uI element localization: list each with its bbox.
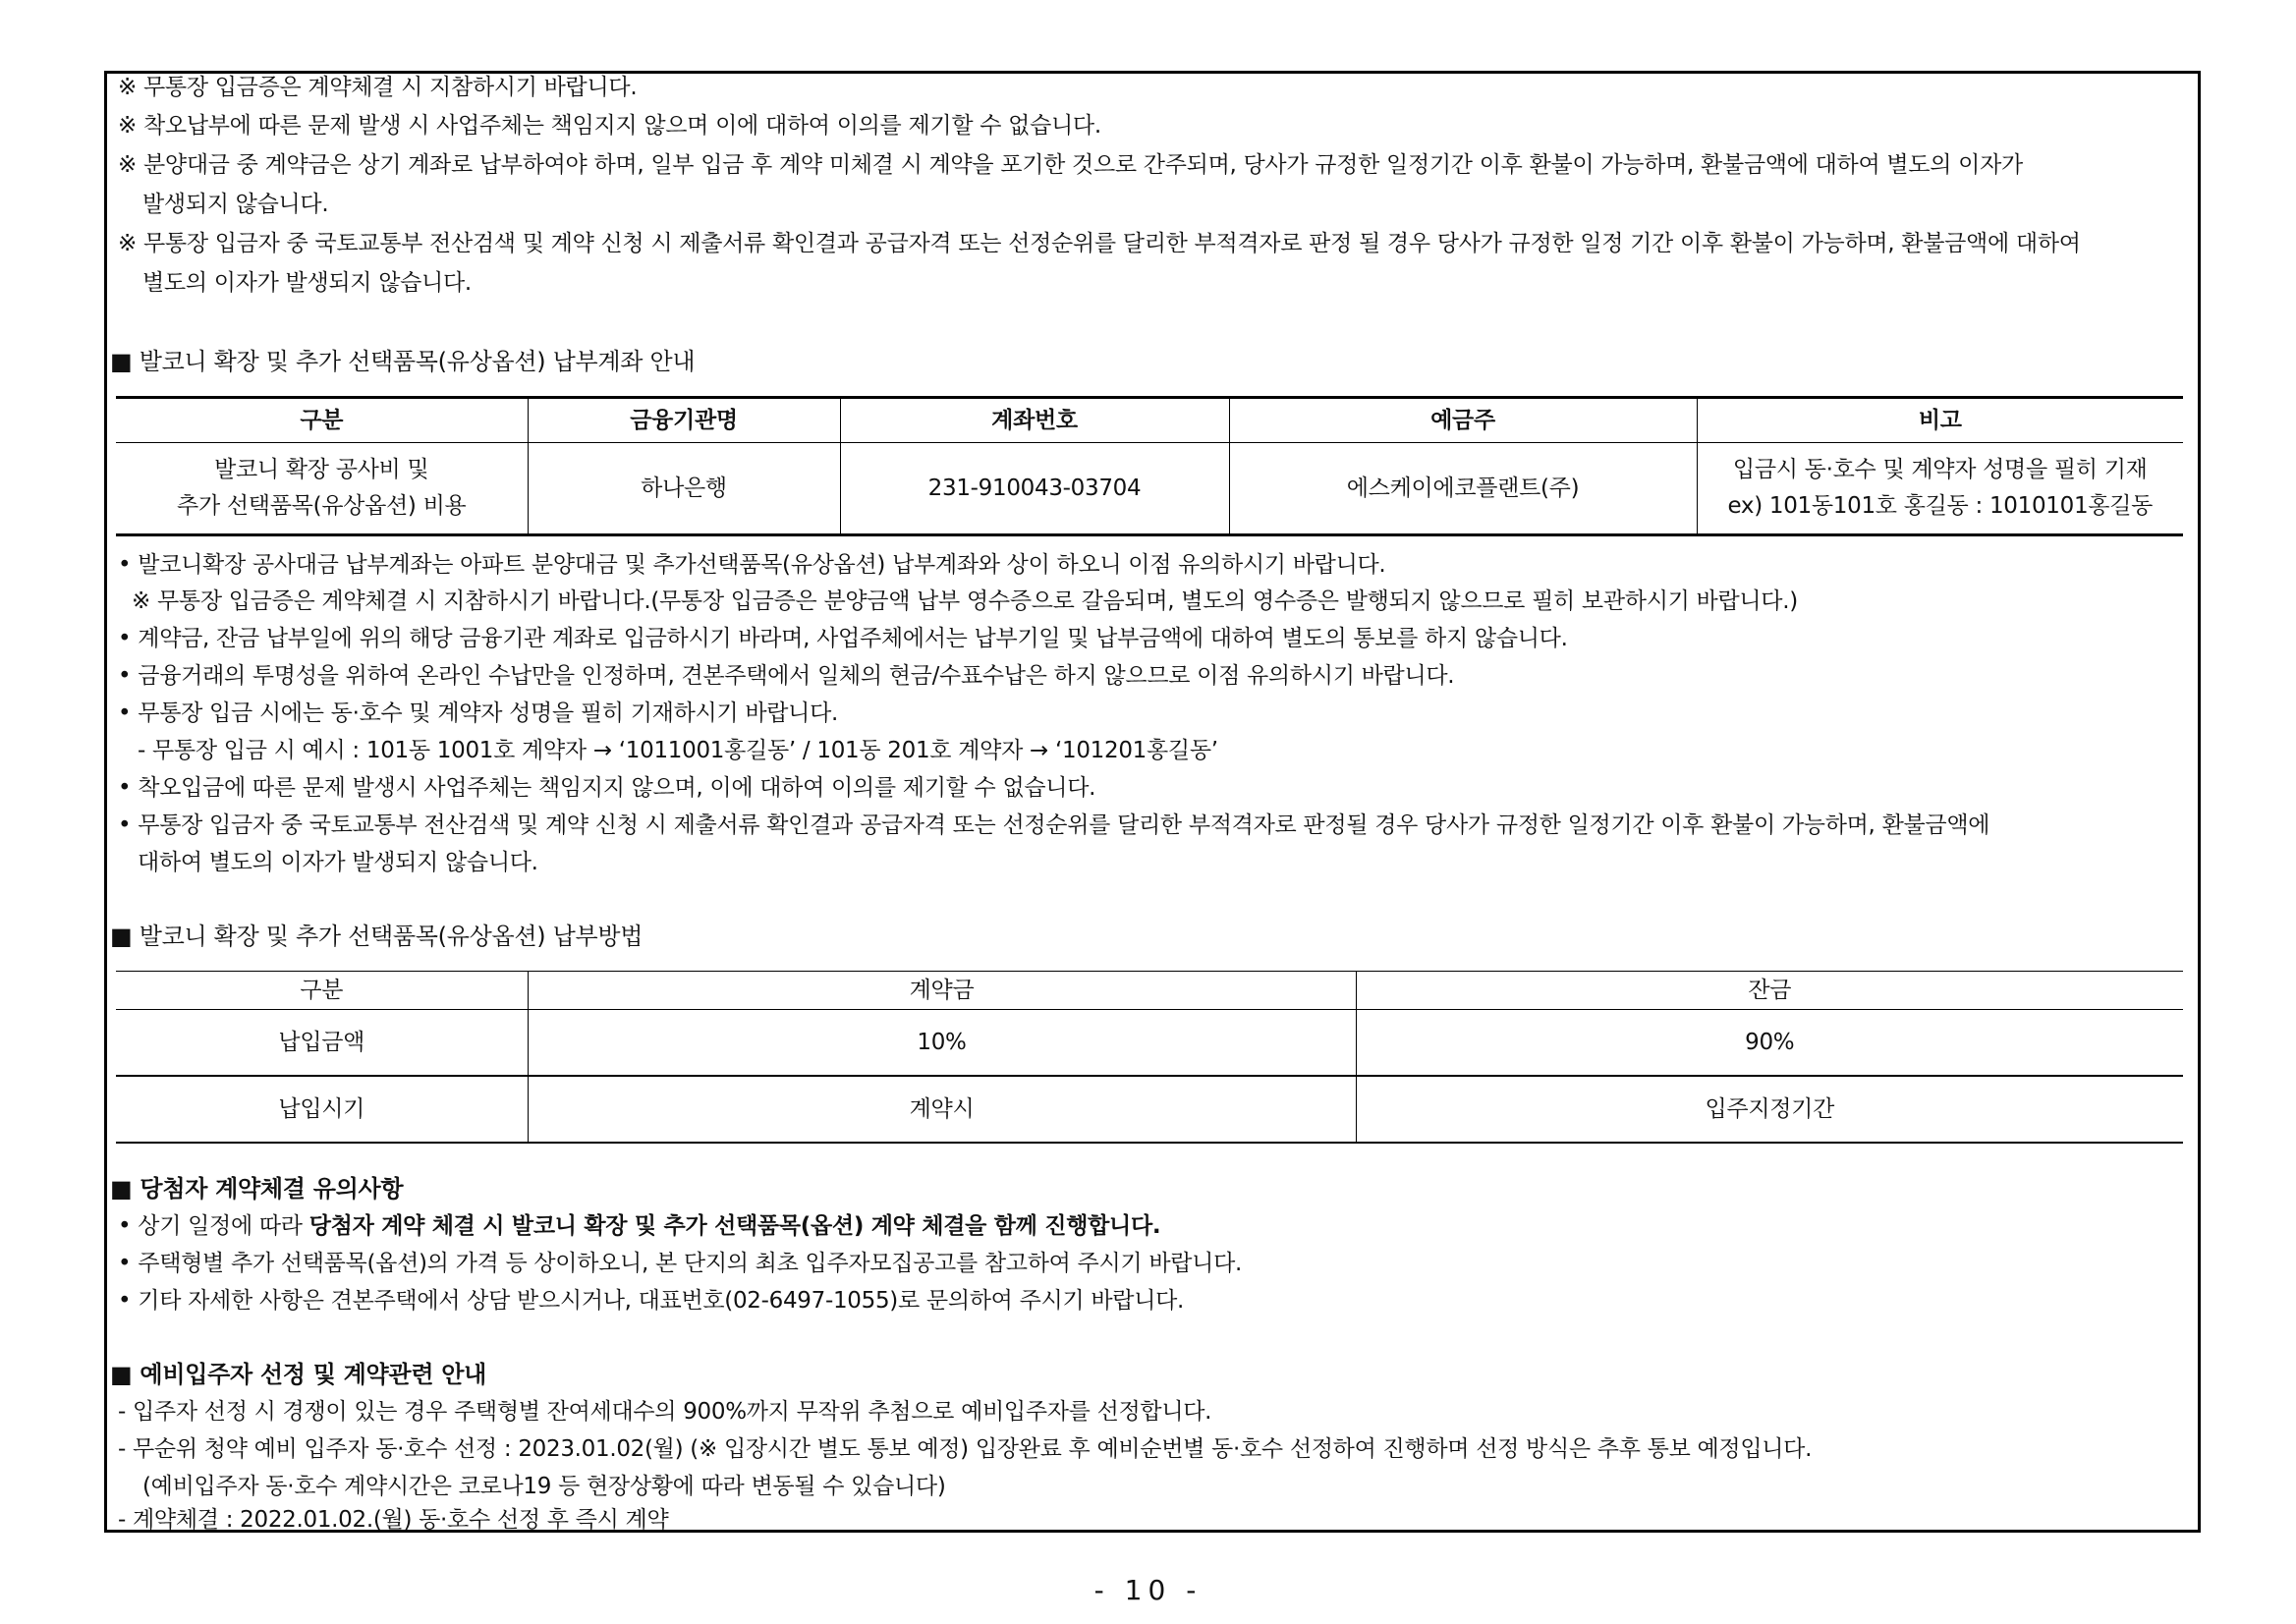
contract-note-1-prefix: • 상기 일정에 따라 [118,1213,309,1239]
list-item: ※ 무통장 입금증은 계약체결 시 지참하시기 바랍니다.(무통장 입금증은 분양금액 납부 영수증으로 갈음되며, 별도의 영수증은 발행되지 않으므로 필히 보관하시기 바랍니다.) [132,588,1798,614]
col-header-contract-deposit: 계약금 [528,972,1356,1010]
table-row [116,1010,2183,1077]
list-item: • 착오입금에 따른 문제 발생시 사업주체는 책임지지 않으며, 이에 대하여 이의를 제기할 수 없습니다. [118,775,1096,801]
cell-contract-deposit: 10% [528,1010,1356,1077]
cell-balance: 90% [1356,1010,2183,1077]
cell-row-label: 납입시기 [278,1096,365,1122]
payment-method-table [116,971,2183,1144]
notice-contract-deposit: ※ 분양대금 중 계약금은 상기 계좌로 납부하여야 하며, 일부 입금 후 계약 미체결 시 계약을 포기한 것으로 간주되며, 당사가 규정한 일정기간 이후 환불이 가능하며, 환불금액에 대하여 별도의 이자가 [118,152,2023,178]
notice-misdeposit: ※ 착오납부에 따른 문제 발생 시 사업주체는 책임지지 않으며 이에 대하여 이의를 제기할 수 없습니다. [118,113,1101,139]
account-table-header [116,398,2183,443]
contract-note-2: • 주택형별 추가 선택품목(옵션)의 가격 등 상이하오니, 본 단지의 최초 입주자모집공고를 참고하여 주시기 바랍니다. [118,1251,1243,1276]
section-title-contract-notes: ■ 당첨자 계약체결 유의사항 [110,1175,404,1203]
list-item: • 계약금, 잔금 납부일에 위의 해당 금융기관 계좌로 입금하시기 바라며, 사업주체에서는 납부기일 및 납부금액에 대하여 별도의 통보를 하지 않습니다. [118,626,1568,651]
contract-note-1 [118,1211,1160,1241]
cell-contract-deposit: 계약시 [528,1076,1356,1143]
cell-note-line2: ex) 101동101호 홍길동 : 1010101홍길동 [1727,493,2154,519]
payment-table-header [116,972,2183,1010]
list-item: • 무통장 입금 시에는 동·호수 및 계약자 성명을 필히 기재하시기 바랍니다. [118,700,839,726]
cell-note [1697,443,2183,535]
list-item: (예비입주자 동·호수 계약시간은 코로나19 등 현장상황에 따라 변동될 수 있습니다) [142,1474,946,1499]
cell-category-line1: 발코니 확장 공사비 및 [214,457,429,482]
col-header-holder: 예금주 [1229,398,1697,443]
col-header-category: 구분 [116,398,528,443]
col-header-account: 계좌번호 [840,398,1229,443]
list-item: • 금융거래의 투명성을 위하여 온라인 수납만을 인정하며, 견본주택에서 일체의 현금/수표수납은 하지 않으므로 이점 유의하시기 바랍니다. [118,663,1455,689]
list-item: - 입주자 선정 시 경쟁이 있는 경우 주택형별 잔여세대수의 900%까지 무작위 추첨으로 예비입주자를 선정합니다. [118,1399,1212,1425]
col-header-note: 비고 [1697,398,2183,443]
list-item: 대하여 별도의 이자가 발생되지 않습니다. [138,850,538,875]
account-table [116,396,2183,536]
col-header-bank: 금융기관명 [528,398,840,443]
table-row [116,443,2183,535]
cell-holder: 에스케이에코플랜트(주) [1229,443,1697,535]
contract-note-3: • 기타 자세한 사항은 견본주택에서 상담 받으시거나, 대표번호(02-6497-1055)로 문의하여 주시기 바랍니다. [118,1288,1185,1314]
cell-note-line1: 입금시 동·호수 및 계약자 성명을 필히 기재 [1732,457,2148,482]
cell-category [116,443,528,535]
notice-ineligible: ※ 무통장 입금자 중 국토교통부 전산검색 및 계약 신청 시 제출서류 확인결과 공급자격 또는 선정순위를 달리한 부적격자로 판정 될 경우 당사가 규정한 일정 기간 이후 환불이 가능하며, 환불금액에 대하여 [118,231,2081,256]
page-number: - 10 - [1093,1574,1203,1606]
section-title-account: ■ 발코니 확장 및 추가 선택품목(유상옵션) 납부계좌 안내 [110,348,696,375]
section-title-payment-method: ■ 발코니 확장 및 추가 선택품목(유상옵션) 납부방법 [110,923,644,950]
cell-bank: 하나은행 [528,443,840,535]
section-title-reserve: ■ 예비입주자 선정 및 계약관련 안내 [110,1361,487,1388]
notice-contract-deposit-cont: 발생되지 않습니다. [142,192,329,217]
cell-category-line2: 추가 선택품목(유상옵션) 비용 [177,493,467,519]
list-item: • 발코니확장 공사대금 납부계좌는 아파트 분양대금 및 추가선택품목(유상옵션) 납부계좌와 상이 하오니 이점 유의하시기 바랍니다. [118,552,1386,578]
list-item: - 계약체결 : 2022.01.02.(월) 동·호수 선정 후 즉시 계약 [118,1507,669,1533]
list-item: - 무통장 입금 시 예시 : 101동 1001호 계약자 → ‘1011001홍길동’ / 101동 201호 계약자 → ‘101201홍길동’ [138,738,1218,763]
notice-deposit-slip: ※ 무통장 입금증은 계약체결 시 지참하시기 바랍니다. [118,75,638,100]
notice-ineligible-cont: 별도의 이자가 발생되지 않습니다. [142,270,472,296]
cell-row-label: 납입금액 [116,1010,528,1077]
contract-note-1-bold: 당첨자 계약 체결 시 발코니 확장 및 추가 선택품목(옵션) 계약 체결을 함께 진행합니다. [308,1213,1161,1239]
cell-balance: 입주지정기간 [1356,1076,2183,1143]
list-item: - 무순위 청약 예비 입주자 동·호수 선정 : 2023.01.02(월) (※ 입장시간 별도 통보 예정) 입장완료 후 예비순번별 동·호수 선정하여 진행하며 선정 방식은 추후 통보 예정입니다. [118,1436,1813,1462]
col-header-category: 구분 [116,972,528,1010]
col-header-balance: 잔금 [1356,972,2183,1010]
list-item: • 무통장 입금자 중 국토교통부 전산검색 및 계약 신청 시 제출서류 확인결과 공급자격 또는 선정순위를 달리한 부적격자로 판정될 경우 당사가 규정한 일정기간 이후 환불이 가능하며, 환불금액에 [118,812,1990,838]
table-row [116,1076,2183,1143]
cell-account-number: 231-910043-03704 [840,443,1229,535]
